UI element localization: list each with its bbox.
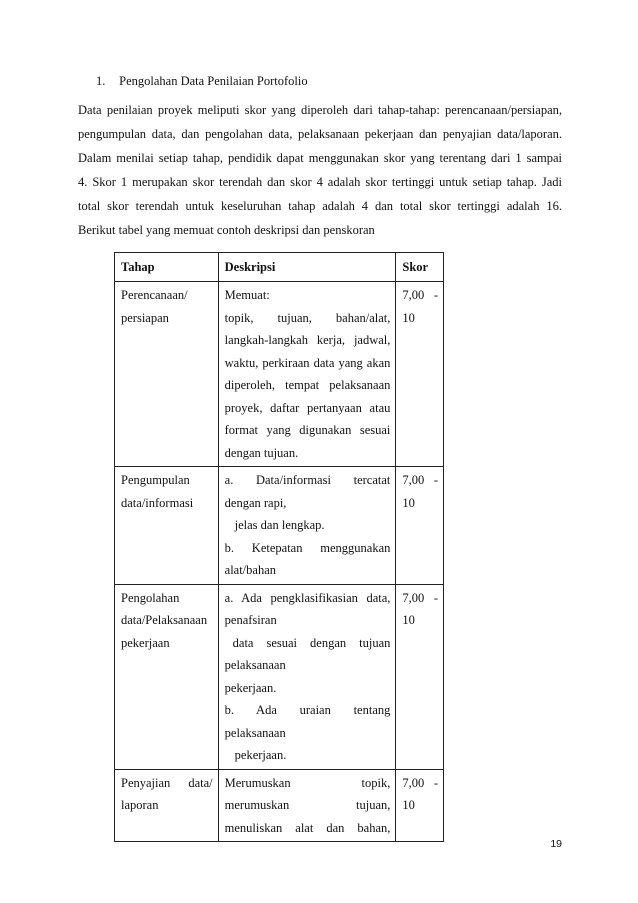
cell-text: b. Ketepatan menggunakan: [224, 540, 391, 555]
cell-text: pelaksanaan: [224, 725, 286, 740]
cell-text: 7,00 -: [402, 473, 438, 487]
table-row: [115, 769, 444, 842]
header-skor: Skor: [396, 253, 444, 282]
cell-skor: [396, 467, 444, 585]
cell-text: merumuskan tujuan,: [224, 798, 391, 812]
cell-deskripsi: [218, 282, 396, 467]
cell-text: 10: [402, 613, 415, 627]
cell-skor: [396, 769, 444, 842]
section-heading: [96, 74, 308, 89]
cell-text: 7,00 -: [402, 288, 438, 302]
cell-text: topik, tujuan, bahan/alat,: [224, 310, 391, 325]
paragraph-line: pengumpulan data, dan pengolahan data, pelaksanaan pekerjaan dan penyajian data/laporan.: [78, 127, 562, 141]
cell-text: Memuat:: [224, 288, 270, 302]
cell-text: 7,00 -: [402, 775, 438, 790]
cell-deskripsi: [218, 467, 396, 585]
cell-text: proyek, daftar pertanyaan atau: [224, 400, 391, 415]
cell-tahap: [115, 584, 219, 769]
cell-text: a. Data/informasi tercatat: [224, 473, 391, 487]
cell-tahap: [115, 282, 219, 467]
rubric-table: [114, 252, 444, 842]
cell-text: data/informasi: [121, 495, 194, 510]
cell-deskripsi: [218, 769, 396, 842]
header-deskripsi: Deskripsi: [218, 253, 396, 282]
cell-text: pekerjaan: [121, 635, 170, 650]
cell-text: dengan rapi,: [224, 495, 287, 510]
cell-text: pelaksanaan: [224, 658, 286, 672]
cell-text: b. Ada uraian tentang: [224, 703, 391, 717]
cell-text: Pengolahan: [121, 590, 180, 605]
cell-text: data/Pelaksanaan: [121, 613, 208, 627]
header-tahap: Tahap: [115, 253, 219, 282]
paragraph-line: 4. Skor 1 merupakan skor terendah dan skor 4 adalah skor tertinggi untuk setiap tahap. Jadi: [78, 175, 562, 189]
paragraph-line: Berikut tabel yang memuat contoh deskripsi dan penskoran: [78, 223, 375, 237]
cell-text: Pengumpulan: [121, 473, 190, 487]
table-row: [115, 282, 444, 467]
table-header-row: [115, 253, 444, 282]
cell-text: 10: [402, 798, 415, 812]
section-number: 1.: [96, 74, 106, 88]
cell-text: Perencanaan/: [121, 288, 188, 302]
cell-text: Merumuskan topik,: [224, 775, 391, 790]
paragraph-line: total skor terendah untuk keseluruhan tahap adalah 4 dan total skor tertinggi adalah 16.: [78, 199, 562, 213]
cell-text: alat/bahan: [224, 563, 277, 577]
cell-text: diperoleh, tempat pelaksanaan: [224, 378, 391, 392]
paragraph-line: Data penilaian proyek meliputi skor yang diperoleh dari tahap-tahap: perencanaan/persiapan,: [78, 103, 562, 117]
cell-text: laporan: [121, 798, 159, 812]
cell-text: persiapan: [121, 310, 169, 325]
cell-text: 10: [402, 310, 415, 325]
cell-text: a. Ada pengklasifikasian data,: [224, 590, 391, 605]
cell-text: penafsiran: [224, 613, 277, 627]
cell-text: 10: [402, 495, 415, 510]
cell-text: waktu, perkiraan data yang akan: [224, 355, 391, 370]
table-row: [115, 584, 444, 769]
page-number: 19: [550, 838, 562, 850]
body-paragraph: [78, 98, 562, 242]
cell-text: pekerjaan.: [224, 680, 277, 695]
paragraph-line: Dalam menilai setiap tahap, pendidik dapat menggunakan skor yang terentang dari 1 sampai: [78, 151, 562, 165]
cell-skor: [396, 282, 444, 467]
cell-text: data sesuai dengan tujuan: [232, 635, 391, 650]
cell-text: dengan tujuan.: [224, 445, 299, 460]
cell-deskripsi: [218, 584, 396, 769]
cell-text: format yang digunakan sesuai: [224, 423, 391, 437]
cell-text: 7,00 -: [402, 590, 438, 605]
cell-text: pekerjaan.: [234, 748, 287, 762]
cell-tahap: [115, 467, 219, 585]
cell-text: menuliskan alat dan bahan,: [224, 820, 391, 835]
cell-text: Penyajian data/: [121, 775, 213, 790]
section-title: Pengolahan Data Penilaian Portofolio: [119, 74, 308, 88]
cell-text: jelas dan lengkap.: [234, 518, 325, 532]
cell-skor: [396, 584, 444, 769]
table-row: [115, 467, 444, 585]
cell-tahap: [115, 769, 219, 842]
cell-text: langkah-langkah kerja, jadwal,: [224, 333, 391, 347]
